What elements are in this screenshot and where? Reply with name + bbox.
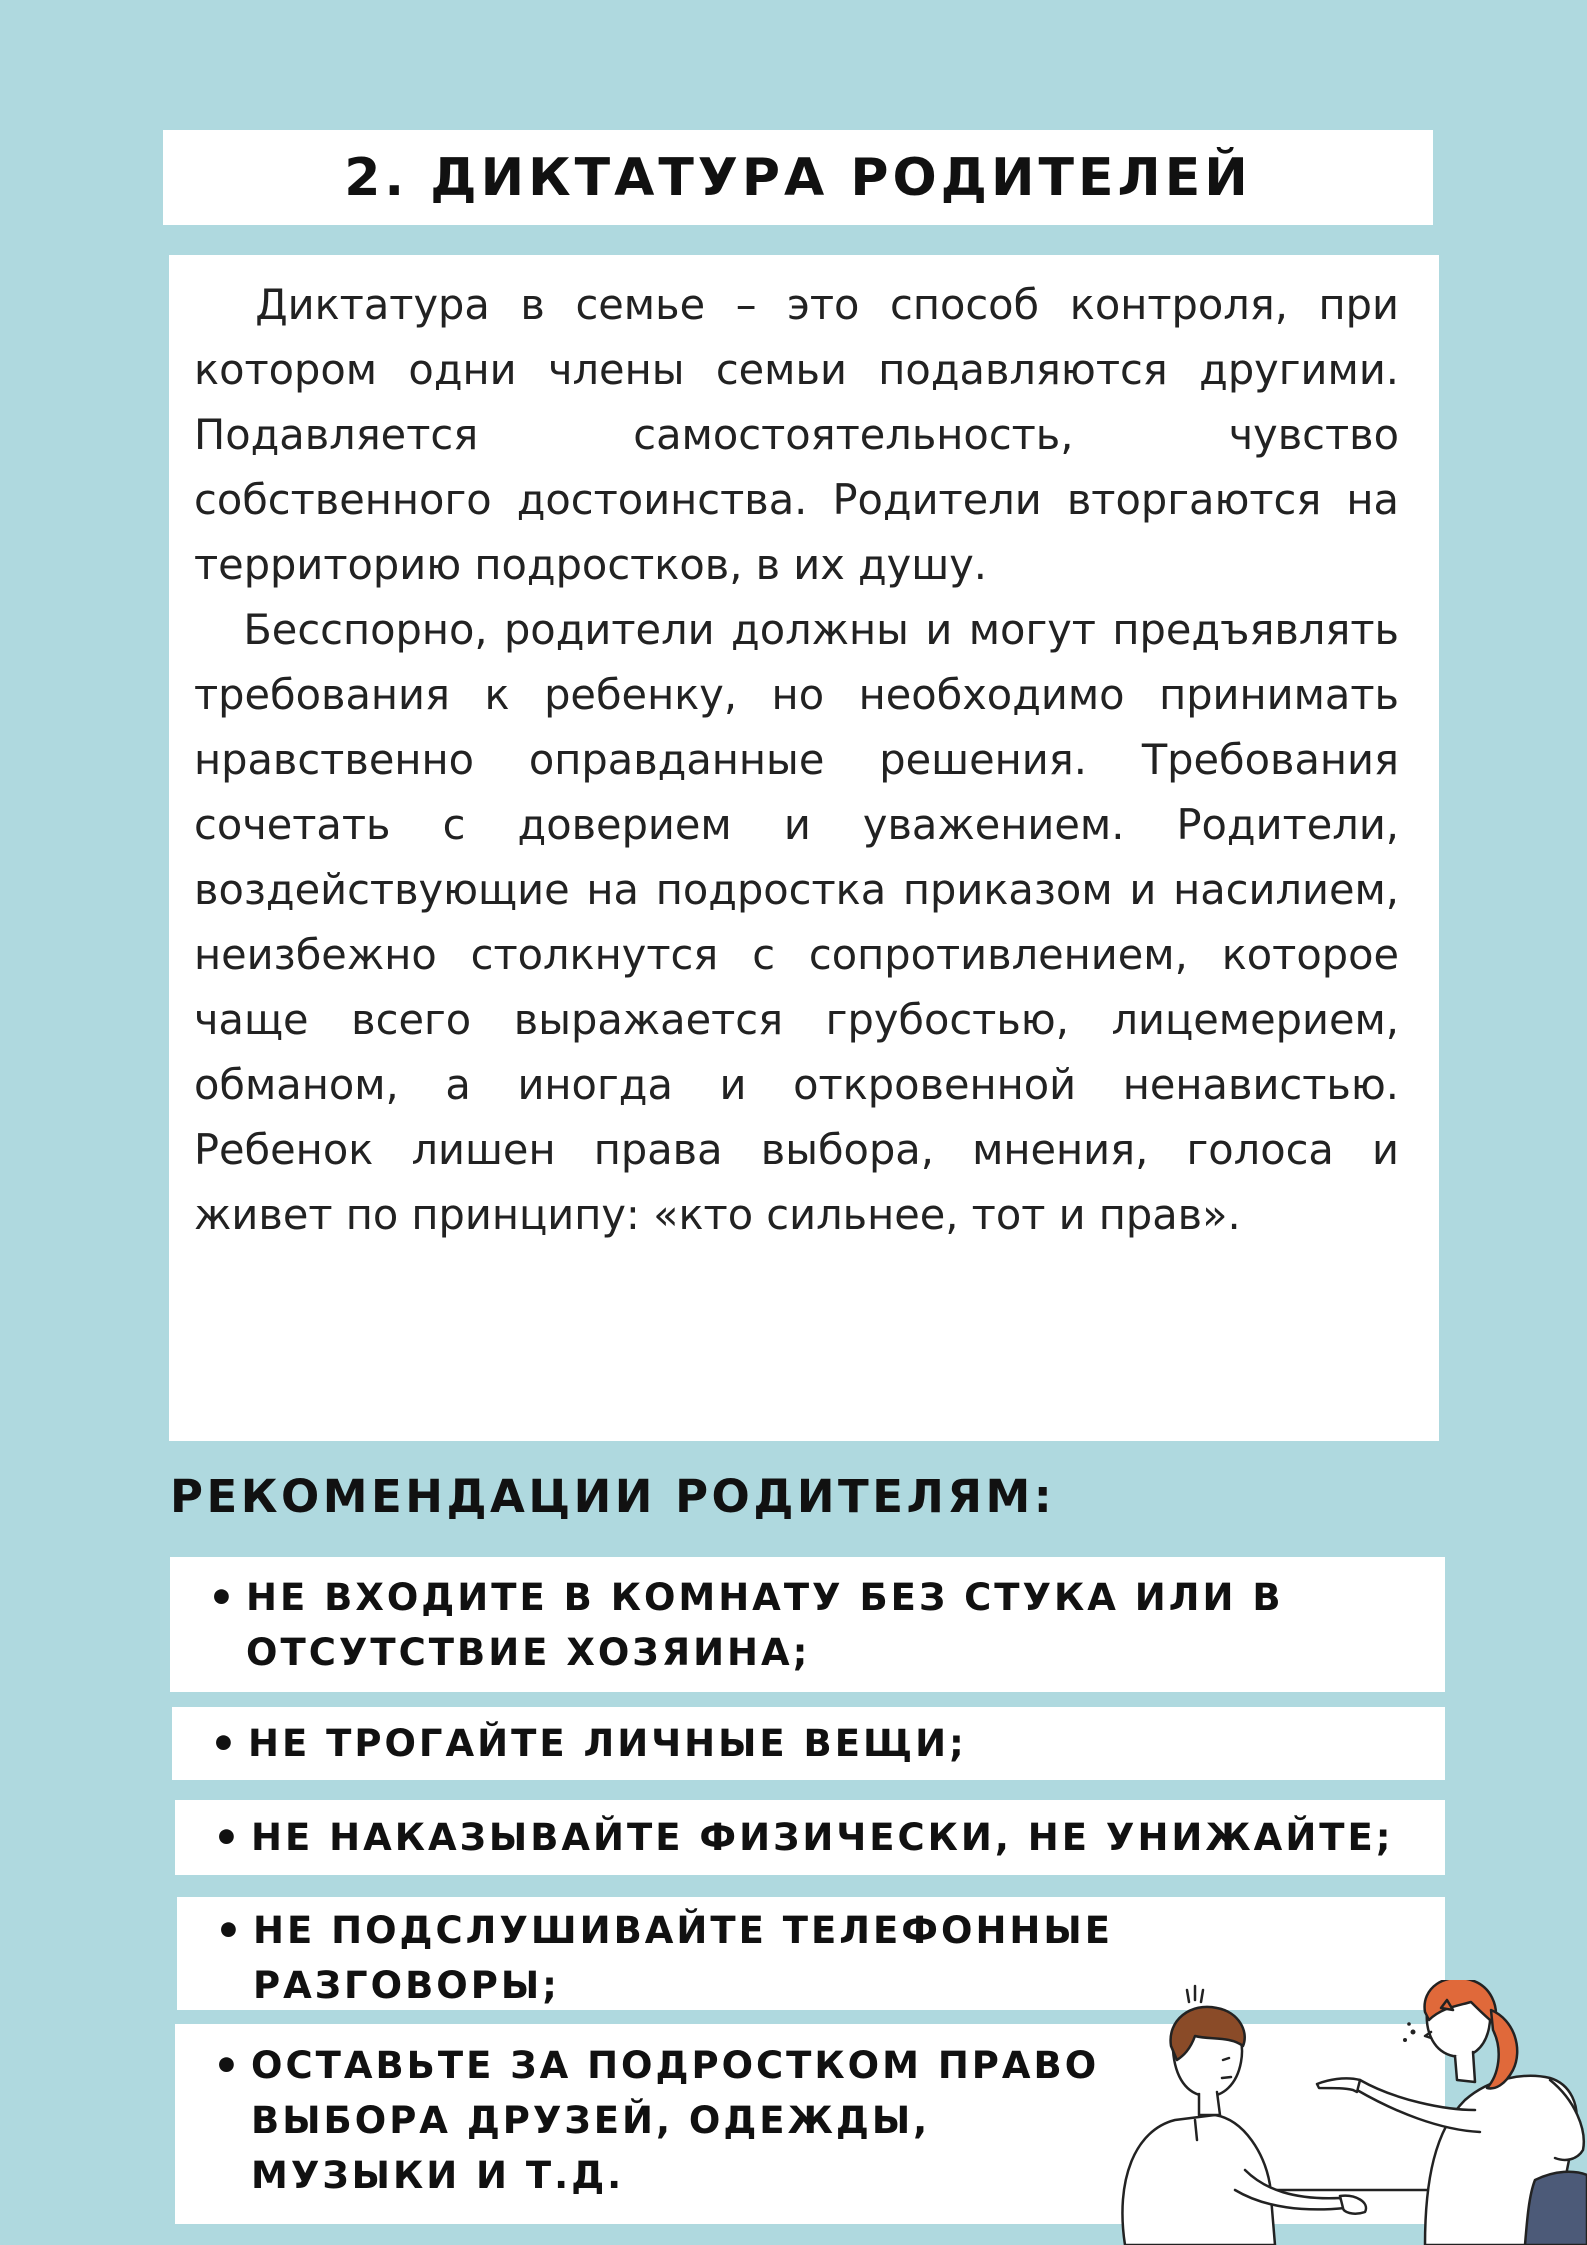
title-banner [163,130,1433,225]
bullet-icon: • [213,2041,240,2090]
recommendations-heading: РЕКОМЕНДАЦИИ РОДИТЕЛЯМ: [170,1470,1056,1523]
bullet-icon: • [208,1573,235,1622]
recommendation-item [172,1707,1445,1780]
paragraph-consequences: Бесспорно, родители должны и могут предъявлять требования к ребенку, но необходимо принимать нравственно оправданные решения. Требования сочетать с доверием и уважением. Родители, воздействующие на подростка приказом и насилием, неизбежно столкнутся с сопротивлением, которое чаще всего выражается грубостью, лицемерием, обманом, а иногда и откровенной ненавистью. Ребенок лишен права выбора, мнения, голоса и живет по принципу: «кто сильнее, тот и прав». [194,605,1399,1239]
paragraph-definition: Диктатура в семье – это способ контроля, при котором одни члены семьи подавляются другими. Подавляется самостоятельность, чувство собственного достоинства. Родители вторгаются на территорию подростков, в их душу. [194,280,1399,589]
recommendation-text: НЕ ПОДСЛУШИВАЙТЕ ТЕЛЕФОННЫЕ РАЗГОВОРЫ; [253,1909,1113,2007]
recommendation-item [170,1557,1445,1692]
bullet-icon: • [210,1719,237,1768]
recommendation-text: НЕ ВХОДИТЕ В КОМНАТУ БЕЗ СТУКА ИЛИ В ОТСУТСТВИЕ ХОЗЯИНА; [246,1576,1284,1674]
recommendation-text: НЕ НАКАЗЫВАЙТЕ ФИЗИЧЕСКИ, НЕ УНИЖАЙТЕ; [251,1816,1394,1859]
scolding-illustration [1095,1980,1587,2245]
bullet-icon: • [213,1813,240,1862]
recommendation-item [175,1800,1445,1875]
bullet-icon: • [215,1906,242,1955]
description-box [169,255,1439,1441]
page-title: 2. ДИКТАТУРА РОДИТЕЛЕЙ [344,147,1252,208]
recommendation-text: НЕ ТРОГАЙТЕ ЛИЧНЫЕ ВЕЩИ; [248,1722,967,1765]
recommendation-text: ОСТАВЬТЕ ЗА ПОДРОСТКОМ ПРАВО ВЫБОРА ДРУЗЕЙ, ОДЕЖДЫ, МУЗЫКИ И Т.Д. [251,2044,1100,2197]
